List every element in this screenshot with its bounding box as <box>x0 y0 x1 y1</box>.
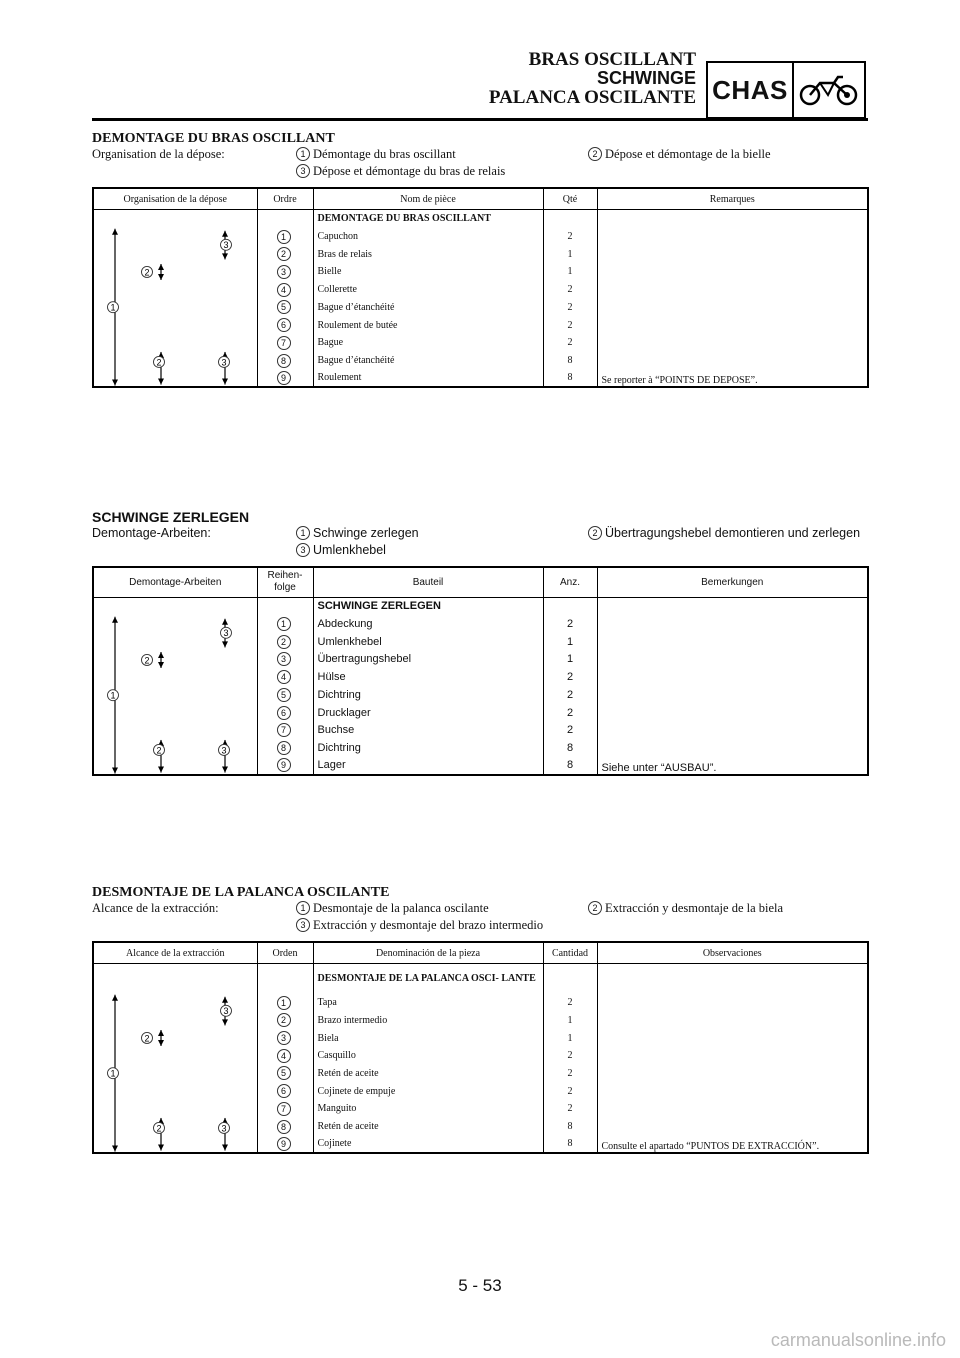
order-cell: 1 <box>257 994 313 1012</box>
organisation-item-3: 3 Umlenkhebel <box>296 543 386 557</box>
col-header: Alcance de la extracción <box>93 942 257 964</box>
remark <box>597 994 868 1012</box>
svg-text:2: 2 <box>144 267 150 278</box>
svg-text:1: 1 <box>110 1068 116 1079</box>
quantity: 8 <box>543 370 597 388</box>
order-cell: 6 <box>257 316 313 334</box>
part-name: Capuchon <box>313 228 543 246</box>
part-name: Hülse <box>313 668 543 686</box>
order-cell: 2 <box>257 633 313 651</box>
header-title-es: PALANCA OSCILANTE <box>488 87 696 108</box>
quantity: 2 <box>543 704 597 722</box>
order-cell: 1 <box>257 228 313 246</box>
remark: Siehe unter “AUSBAU”. <box>601 761 717 774</box>
order-cell: 9 <box>257 370 313 388</box>
svg-text:2: 2 <box>156 744 162 755</box>
organisation-row <box>92 526 869 560</box>
group-title: DESMONTAJE DE LA PALANCA OSCI- LANTE <box>313 964 543 994</box>
quantity: 1 <box>543 633 597 651</box>
remark <box>597 704 868 722</box>
svg-text:3: 3 <box>221 357 227 368</box>
svg-text:3: 3 <box>223 240 229 251</box>
chapter-badge <box>706 61 866 119</box>
col-header: Organisation de la dépose <box>93 188 257 210</box>
quantity: 1 <box>543 263 597 281</box>
remark <box>597 1011 868 1029</box>
col-header: Denominación de la pieza <box>313 942 543 964</box>
remark <box>597 1065 868 1083</box>
quantity: 2 <box>543 316 597 334</box>
remark <box>597 651 868 669</box>
svg-text:2: 2 <box>144 1033 150 1044</box>
part-name: Bras de relais <box>313 245 543 263</box>
part-name: Manguito <box>313 1100 543 1118</box>
quantity: 8 <box>543 1135 597 1153</box>
table-group-row <box>93 964 868 994</box>
part-name: Casquillo <box>313 1047 543 1065</box>
organisation-item-3: 3 Dépose et démontage du bras de relais <box>296 164 505 179</box>
quantity: 1 <box>543 1029 597 1047</box>
quantity: 8 <box>543 739 597 757</box>
quantity: 2 <box>543 334 597 352</box>
remark: Consulte el apartado “PUNTOS DE EXTRACCIÓN”. <box>601 1141 820 1153</box>
svg-text:3: 3 <box>221 744 227 755</box>
order-cell: 2 <box>257 245 313 263</box>
table-group-row <box>93 597 868 615</box>
table-group-row <box>93 210 868 228</box>
order-cell: 3 <box>257 263 313 281</box>
part-name: Abdeckung <box>313 615 543 633</box>
col-header: Demontage-Arbeiten <box>93 567 257 597</box>
remark <box>597 352 868 370</box>
remark <box>597 228 868 246</box>
organisation-item-2: 2 Übertragungshebel demontieren und zerlegen <box>588 526 860 540</box>
organisation-row <box>92 147 869 181</box>
sequence-arrows <box>94 964 257 1152</box>
quantity: 2 <box>543 228 597 246</box>
svg-text:2: 2 <box>144 654 150 665</box>
quantity: 8 <box>543 352 597 370</box>
part-name: Dichtring <box>313 686 543 704</box>
col-header: Observaciones <box>597 942 868 964</box>
quantity: 2 <box>543 1100 597 1118</box>
col-header: Bauteil <box>313 567 543 597</box>
group-title: DEMONTAGE DU BRAS OSCILLANT <box>313 210 543 228</box>
quantity: 2 <box>543 1047 597 1065</box>
sequence-diagram <box>93 210 257 388</box>
remark <box>597 739 868 757</box>
part-name: Übertragungshebel <box>313 651 543 669</box>
remark <box>597 263 868 281</box>
organisation-label: Demontage-Arbeiten: <box>92 526 211 540</box>
sequence-arrows <box>94 598 257 774</box>
order-cell: 5 <box>257 1065 313 1083</box>
part-name: Collerette <box>313 281 543 299</box>
order-cell: 5 <box>257 299 313 317</box>
quantity: 2 <box>543 281 597 299</box>
organisation-label: Alcance de la extracción: <box>92 901 219 915</box>
col-header: Anz. <box>543 567 597 597</box>
remark <box>597 334 868 352</box>
section-title: DEMONTAGE DU BRAS OSCILLANT <box>92 131 335 146</box>
order-cell: 5 <box>257 686 313 704</box>
page-number: 5 - 53 <box>458 1276 502 1295</box>
order-cell: 8 <box>257 739 313 757</box>
part-name: Biela <box>313 1029 543 1047</box>
quantity: 2 <box>543 686 597 704</box>
parts-table <box>92 941 869 1154</box>
organisation-label: Organisation de la dépose: <box>92 147 225 161</box>
header-title-fr: BRAS OSCILLANT <box>528 49 696 70</box>
order-cell: 7 <box>257 1100 313 1118</box>
remark: Se reporter à “POINTS DE DEPOSE”. <box>601 375 758 387</box>
col-header: Remarques <box>597 188 868 210</box>
organisation-item-1: 1 Schwinge zerlegen <box>296 526 419 540</box>
order-cell: 6 <box>257 704 313 722</box>
group-title: SCHWINGE ZERLEGEN <box>313 597 543 615</box>
sequence-diagram <box>93 964 257 1154</box>
section-fr <box>92 130 869 388</box>
watermark: carmanualsonline.info <box>770 1330 946 1350</box>
quantity: 2 <box>543 994 597 1012</box>
section-de <box>92 509 869 776</box>
sequence-diagram <box>93 597 257 775</box>
part-name: Drucklager <box>313 704 543 722</box>
remark <box>597 615 868 633</box>
order-cell: 7 <box>257 722 313 740</box>
section-es <box>92 884 869 1154</box>
svg-text:3: 3 <box>223 627 229 638</box>
section-title: SCHWINGE ZERLEGEN <box>92 509 250 525</box>
part-name: Buchse <box>313 722 543 740</box>
quantity: 2 <box>543 1065 597 1083</box>
order-cell: 9 <box>257 1135 313 1153</box>
order-cell: 3 <box>257 1029 313 1047</box>
part-name: Cojinete <box>313 1135 543 1153</box>
order-cell: 4 <box>257 1047 313 1065</box>
quantity: 2 <box>543 615 597 633</box>
organisation-item-1: 1 Démontage du bras oscillant <box>296 147 456 162</box>
remark <box>597 245 868 263</box>
part-name: Bague <box>313 334 543 352</box>
remark <box>597 722 868 740</box>
remark <box>597 686 868 704</box>
order-cell: 6 <box>257 1082 313 1100</box>
order-cell: 2 <box>257 1011 313 1029</box>
part-name: Lager <box>313 757 543 775</box>
header-title-de: SCHWINGE <box>597 68 696 88</box>
col-header: Bemerkungen <box>597 567 868 597</box>
col-header: Nom de pièce <box>313 188 543 210</box>
remark <box>597 1047 868 1065</box>
svg-text:2: 2 <box>156 357 162 368</box>
part-name: Umlenkhebel <box>313 633 543 651</box>
part-name: Cojinete de empuje <box>313 1082 543 1100</box>
quantity: 8 <box>543 757 597 775</box>
col-header: Orden <box>257 942 313 964</box>
part-name: Retén de aceite <box>313 1065 543 1083</box>
svg-text:1: 1 <box>110 689 116 700</box>
chapter-label: CHAS <box>708 63 794 117</box>
svg-text:1: 1 <box>110 302 116 313</box>
remark <box>597 1100 868 1118</box>
quantity: 2 <box>543 1082 597 1100</box>
sequence-arrows <box>94 210 257 386</box>
order-cell: 8 <box>257 352 313 370</box>
order-cell: 8 <box>257 1118 313 1136</box>
quantity: 2 <box>543 722 597 740</box>
svg-text:3: 3 <box>221 1123 227 1134</box>
organisation-row <box>92 901 869 935</box>
part-name: Roulement de butée <box>313 316 543 334</box>
part-name: Brazo intermedio <box>313 1011 543 1029</box>
part-name: Dichtring <box>313 739 543 757</box>
remark <box>597 1082 868 1100</box>
quantity: 2 <box>543 299 597 317</box>
part-name: Bague d’étanchéité <box>313 352 543 370</box>
header-rule <box>92 118 868 121</box>
part-name: Tapa <box>313 994 543 1012</box>
order-cell: 4 <box>257 668 313 686</box>
page-header-titles <box>489 50 696 107</box>
part-name: Bielle <box>313 263 543 281</box>
remark <box>597 281 868 299</box>
quantity: 1 <box>543 651 597 669</box>
order-cell: 3 <box>257 651 313 669</box>
order-cell: 7 <box>257 334 313 352</box>
part-name: Bague d’étanchéité <box>313 299 543 317</box>
svg-text:2: 2 <box>156 1123 162 1134</box>
svg-text:3: 3 <box>223 1006 229 1017</box>
motorcycle-icon <box>794 63 864 117</box>
organisation-item-2: 2 Extracción y desmontaje de la biela <box>588 901 783 916</box>
remark <box>597 633 868 651</box>
part-name: Roulement <box>313 370 543 388</box>
col-header: Cantidad <box>543 942 597 964</box>
section-title: DESMONTAJE DE LA PALANCA OSCILANTE <box>92 885 390 900</box>
parts-table <box>92 187 869 388</box>
quantity: 2 <box>543 668 597 686</box>
remark <box>597 1118 868 1136</box>
order-cell: 1 <box>257 615 313 633</box>
parts-table <box>92 566 869 776</box>
quantity: 8 <box>543 1118 597 1136</box>
quantity: 1 <box>543 1011 597 1029</box>
remark <box>597 1029 868 1047</box>
organisation-item-3: 3 Extracción y desmontaje del brazo intermedio <box>296 918 543 933</box>
remark <box>597 316 868 334</box>
col-header: Ordre <box>257 188 313 210</box>
order-cell: 4 <box>257 281 313 299</box>
col-header: Qté <box>543 188 597 210</box>
organisation-item-2: 2 Dépose et démontage de la bielle <box>588 147 771 162</box>
remark <box>597 299 868 317</box>
organisation-item-1: 1 Desmontaje de la palanca oscilante <box>296 901 489 916</box>
quantity: 1 <box>543 245 597 263</box>
part-name: Retén de aceite <box>313 1118 543 1136</box>
order-cell: 9 <box>257 757 313 775</box>
col-header: Reihen-folge <box>257 567 313 597</box>
remark <box>597 668 868 686</box>
